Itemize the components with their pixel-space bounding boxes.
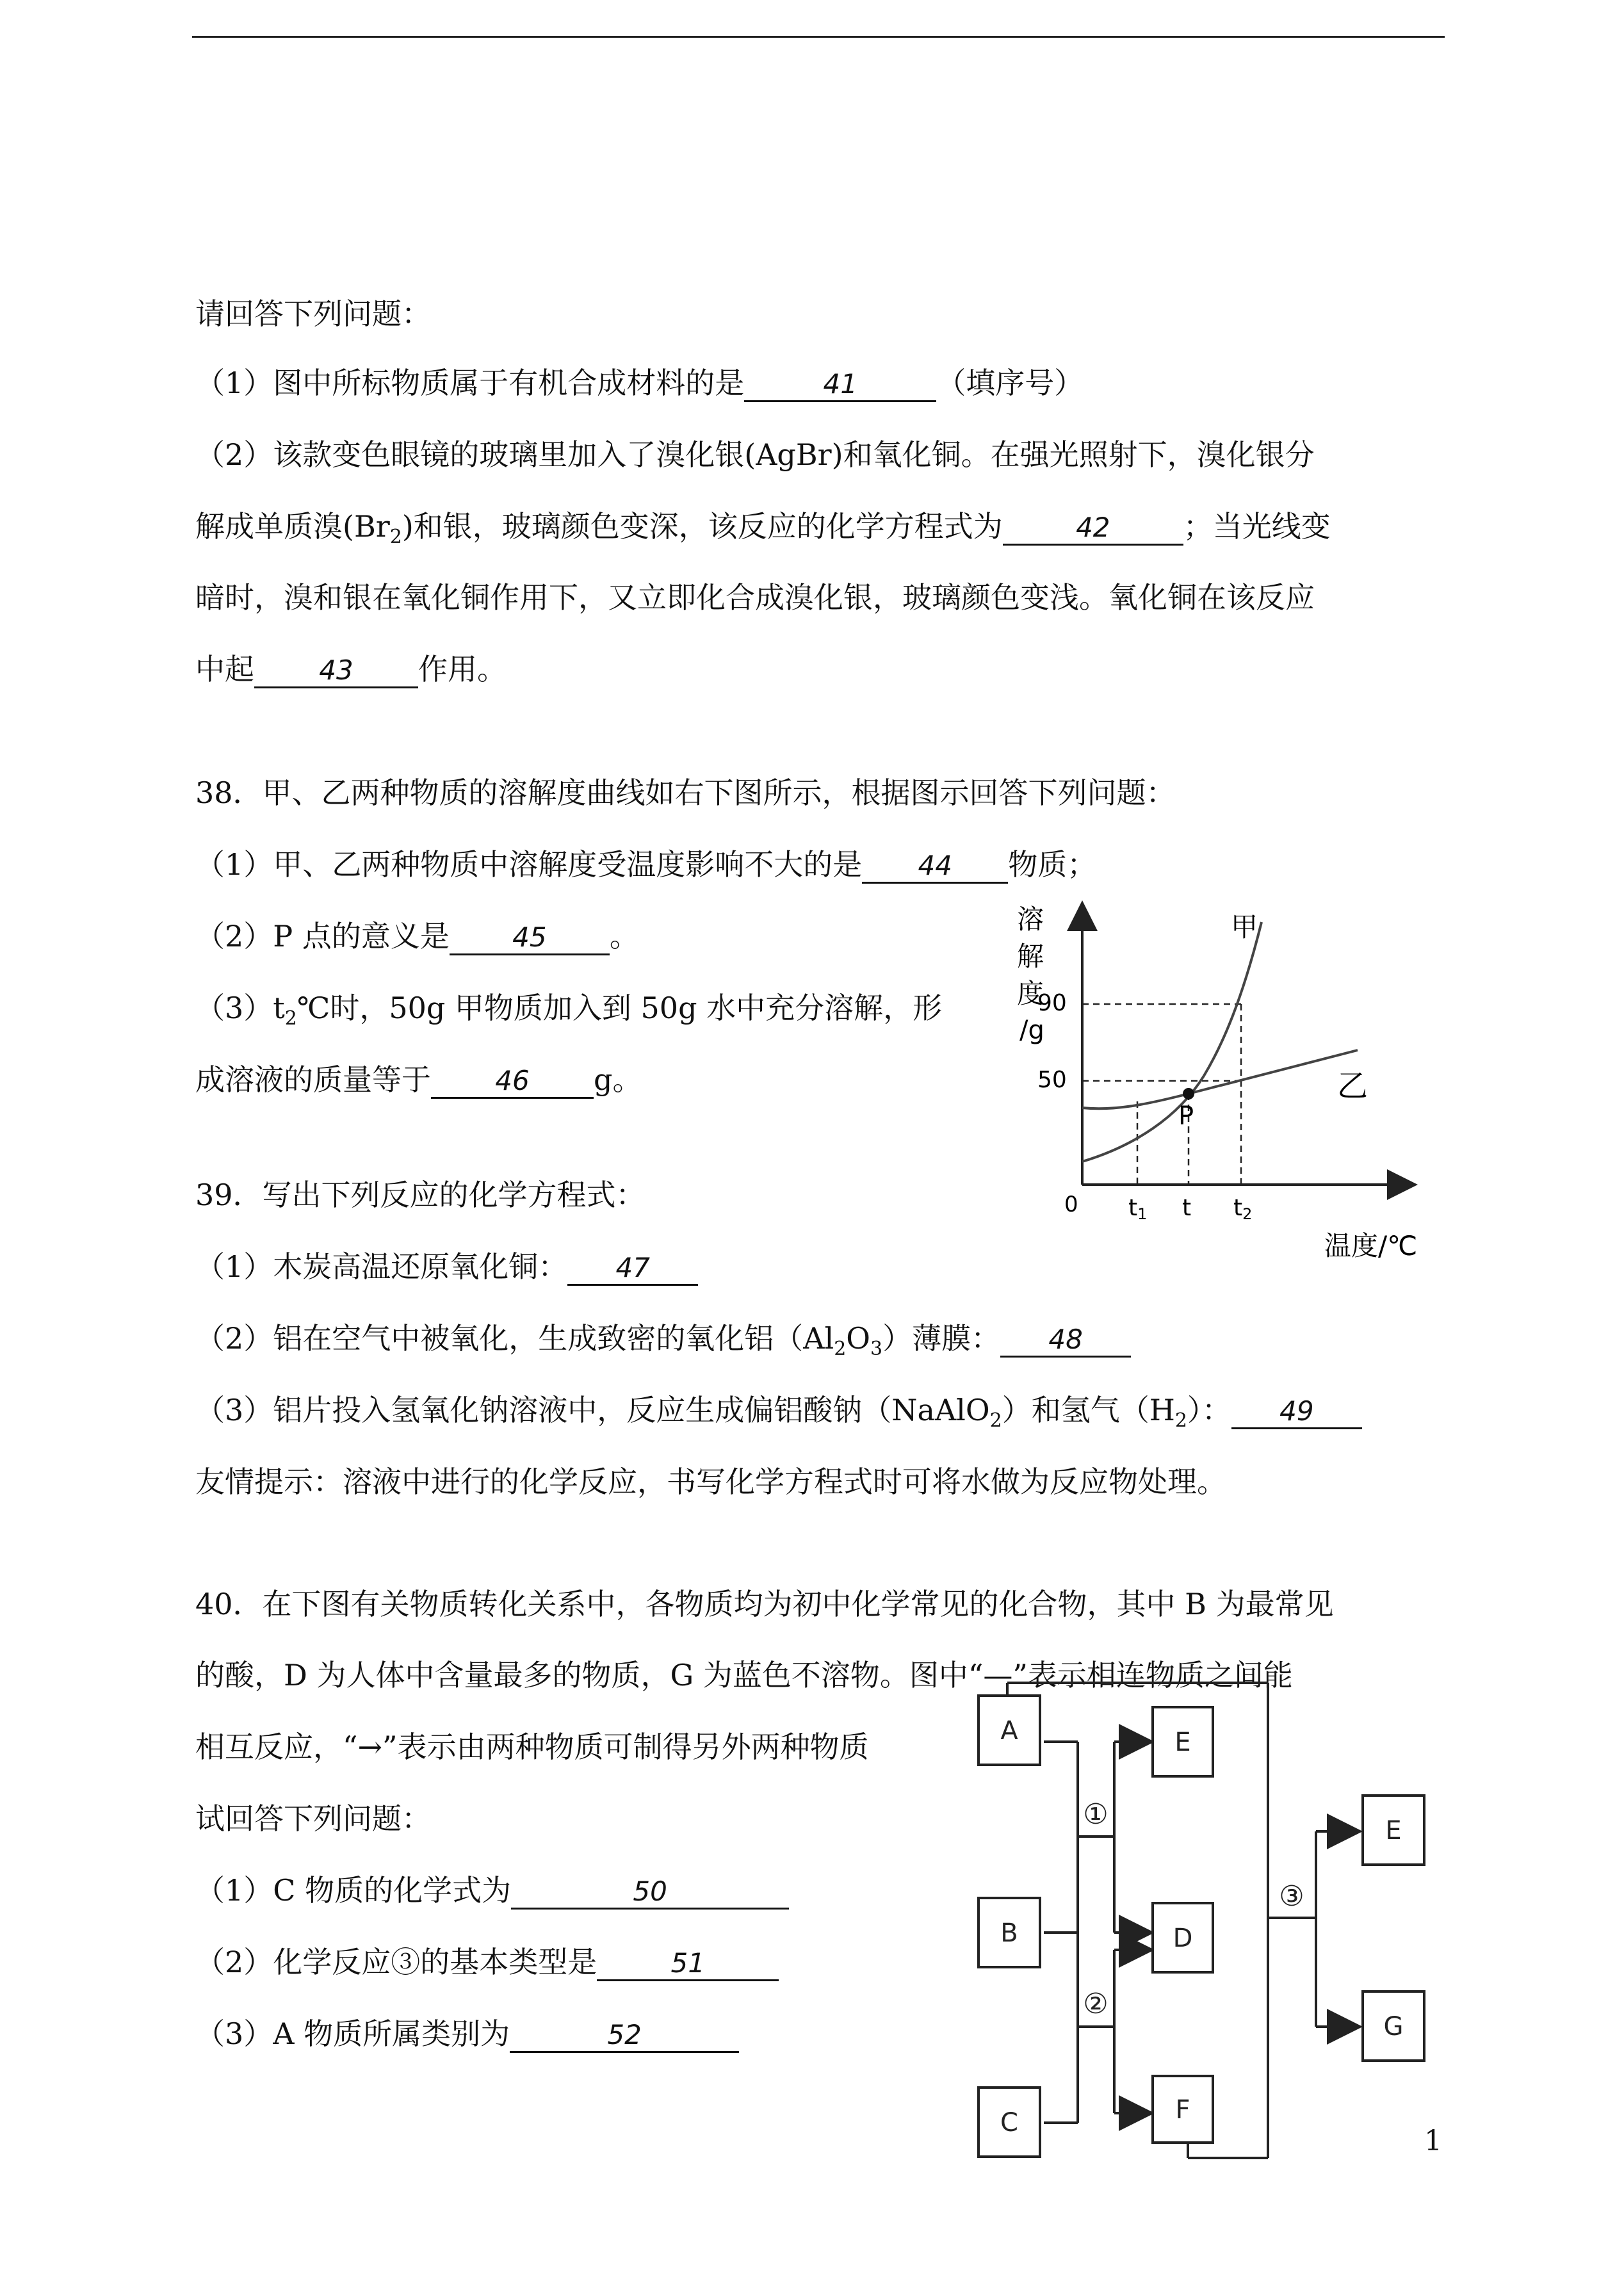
q39-part2-post: ）薄膜： — [882, 1321, 1001, 1356]
y-tick-90: 90 — [1037, 990, 1067, 1016]
reaction-diagram — [961, 1678, 1447, 2171]
q39-stem: 39．写出下列反应的化学方程式： — [195, 1178, 646, 1212]
subscript: 2 — [389, 526, 402, 549]
y-label-char: 解 — [1017, 941, 1044, 972]
curve-yi — [1082, 1050, 1358, 1108]
blank-46[interactable]: 46 — [431, 1065, 594, 1099]
q40-part1 — [195, 1871, 789, 1910]
q40-part2-text: （2）化学反应③的基本类型是 — [195, 1945, 597, 1979]
box-d-label: D — [1173, 1924, 1193, 1953]
blank-48[interactable]: 48 — [1000, 1324, 1131, 1358]
q38-part3-mid: ℃时，50g 甲物质加入到 50g 水中充分溶解，形 — [296, 991, 943, 1025]
q38-part2-suffix: 。 — [609, 919, 639, 953]
point-p — [1183, 1088, 1194, 1099]
box-e1-label: E — [1174, 1728, 1191, 1757]
q39-part2-pre: （2）铝在空气中被氧化，生成致密的氧化铝（Al — [195, 1321, 834, 1356]
box-c-label: C — [1000, 2108, 1018, 2137]
q40-line2: 的酸，D 为人体中含量最多的物质，G 为蓝色不溶物。图中“—”表示相连物质之间能 — [195, 1658, 1293, 1692]
q38-part1-suffix: 物质； — [1008, 847, 1097, 882]
q39-part1-text: （1）木炭高温还原氧化铜： — [195, 1249, 568, 1284]
page-number: 1 — [1424, 2125, 1442, 2157]
blank-45[interactable]: 45 — [450, 921, 610, 955]
subscript: 2 — [284, 1007, 297, 1030]
q40-part1-text: （1）C 物质的化学式为 — [195, 1873, 512, 1908]
blank-49[interactable]: 49 — [1231, 1395, 1362, 1429]
box-g-label: G — [1383, 2012, 1404, 2041]
y-tick-50: 50 — [1037, 1067, 1067, 1093]
q39-part3 — [195, 1391, 1362, 1440]
q39-part2 — [195, 1319, 1131, 1368]
q38-part1-text: （1）甲、乙两种物质中溶解度受温度影响不大的是 — [195, 847, 863, 882]
blank-44[interactable]: 44 — [862, 850, 1008, 884]
y-label-char: 度 — [1017, 978, 1044, 1009]
q40-part3-text: （3）A 物质所属类别为 — [195, 2016, 510, 2051]
q37-part2-line1: （2）该款变色眼镜的玻璃里加入了溴化银(AgBr)和氧化铜。在强光照射下，溴化银分 — [195, 437, 1315, 472]
reaction-3-label: ③ — [1279, 1880, 1304, 1913]
q39-part1 — [195, 1247, 698, 1286]
q40-part3 — [195, 2015, 739, 2053]
x-tick-t1: t1 — [1128, 1195, 1148, 1223]
curve-jia — [1082, 922, 1262, 1162]
q37-part1-text: （1）图中所标物质属于有机合成材料的是 — [195, 366, 745, 400]
q38-part2 — [195, 917, 639, 955]
blank-42[interactable]: 42 — [1003, 512, 1183, 546]
q40-line3: 相互反应，“→”表示由两种物质可制得另外两种物质 — [195, 1730, 869, 1764]
box-b-label: B — [1000, 1918, 1018, 1948]
q37-part2-line2-pre: 解成单质溴(Br — [195, 509, 390, 544]
blank-43[interactable]: 43 — [254, 654, 418, 688]
x-tick-t: t — [1182, 1195, 1192, 1221]
q37-part2-line2 — [195, 507, 1331, 556]
subscript: 2 — [989, 1409, 1002, 1432]
q37-part1 — [195, 364, 1084, 402]
q39-tip: 友情提示：溶液中进行的化学反应，书写化学方程式时可将水做为反应物处理。 — [195, 1464, 1226, 1499]
box-a-label: A — [1000, 1716, 1018, 1746]
reaction-1-label: ① — [1083, 1798, 1108, 1831]
point-p-label: P — [1178, 1101, 1194, 1131]
x-tick-t2: t2 — [1233, 1195, 1253, 1223]
q40-line1: 40．在下图有关物质转化关系中，各物质均为初中化学常见的化合物，其中 B 为最常见 — [195, 1587, 1334, 1621]
q37-part1-suffix: （填序号） — [936, 366, 1084, 400]
q37-part2-line2-post: ；当光线变 — [1183, 509, 1331, 544]
q37-part2-line4-post: 作用。 — [418, 652, 507, 686]
q37-part2-line4-pre: 中起 — [195, 652, 254, 686]
box-f-label: F — [1175, 2095, 1190, 2125]
q38-part3-line1 — [195, 989, 942, 1038]
subscript: 3 — [870, 1338, 883, 1361]
blank-50[interactable]: 50 — [511, 1876, 789, 1910]
q39-part2-mid: O — [846, 1321, 871, 1356]
blank-47[interactable]: 47 — [567, 1252, 698, 1286]
y-label-char: 溶 — [1017, 904, 1044, 935]
blank-52[interactable]: 52 — [510, 2019, 739, 2053]
q38-stem: 38．甲、乙两种物质的溶解度曲线如右下图所示，根据图示回答下列问题： — [195, 775, 1176, 810]
header-rule — [192, 36, 1445, 38]
q38-part3-line2-post: g。 — [594, 1062, 642, 1097]
blank-41[interactable]: 41 — [744, 368, 936, 402]
q37-part2-line4 — [195, 650, 507, 688]
reaction-2-label: ② — [1083, 1988, 1108, 2020]
subscript: 2 — [1174, 1409, 1187, 1432]
q37-part2-line3: 暗时，溴和银在氧化铜作用下，又立即化合成溴化银，玻璃颜色变浅。氧化铜在该反应 — [195, 580, 1315, 615]
q38-part2-text: （2）P 点的意义是 — [195, 919, 450, 953]
intro-text: 请回答下列问题： — [195, 296, 431, 331]
blank-51[interactable]: 51 — [597, 1947, 779, 1981]
y-label-char: /g — [1019, 1016, 1044, 1045]
solubility-chart — [986, 890, 1460, 1274]
q39-part3-mid: ）和氢气（H — [1002, 1393, 1175, 1427]
q38-part3-line2-pre: 成溶液的质量等于 — [195, 1062, 431, 1097]
series-label-yi: 乙 — [1337, 1068, 1368, 1104]
box-e2-label: E — [1385, 1816, 1402, 1845]
q39-part3-post: ）： — [1187, 1393, 1231, 1427]
q38-part3-line2 — [195, 1060, 642, 1099]
q37-part2-line2-mid: )和银，玻璃颜色变深，该反应的化学方程式为 — [402, 509, 1003, 544]
q38-part3-pre: （3）t — [195, 991, 285, 1025]
subscript: 2 — [834, 1338, 847, 1361]
origin-label: 0 — [1064, 1192, 1078, 1217]
q38-part1 — [195, 845, 1096, 884]
q39-part3-pre: （3）铝片投入氢氧化钠溶液中，反应生成偏铝酸钠（NaAlO — [195, 1393, 990, 1427]
series-label-jia: 甲 — [1231, 911, 1258, 943]
q40-part2 — [195, 1943, 779, 1981]
q40-line4: 试回答下列问题： — [195, 1801, 431, 1836]
x-label: 温度/℃ — [1324, 1230, 1418, 1261]
